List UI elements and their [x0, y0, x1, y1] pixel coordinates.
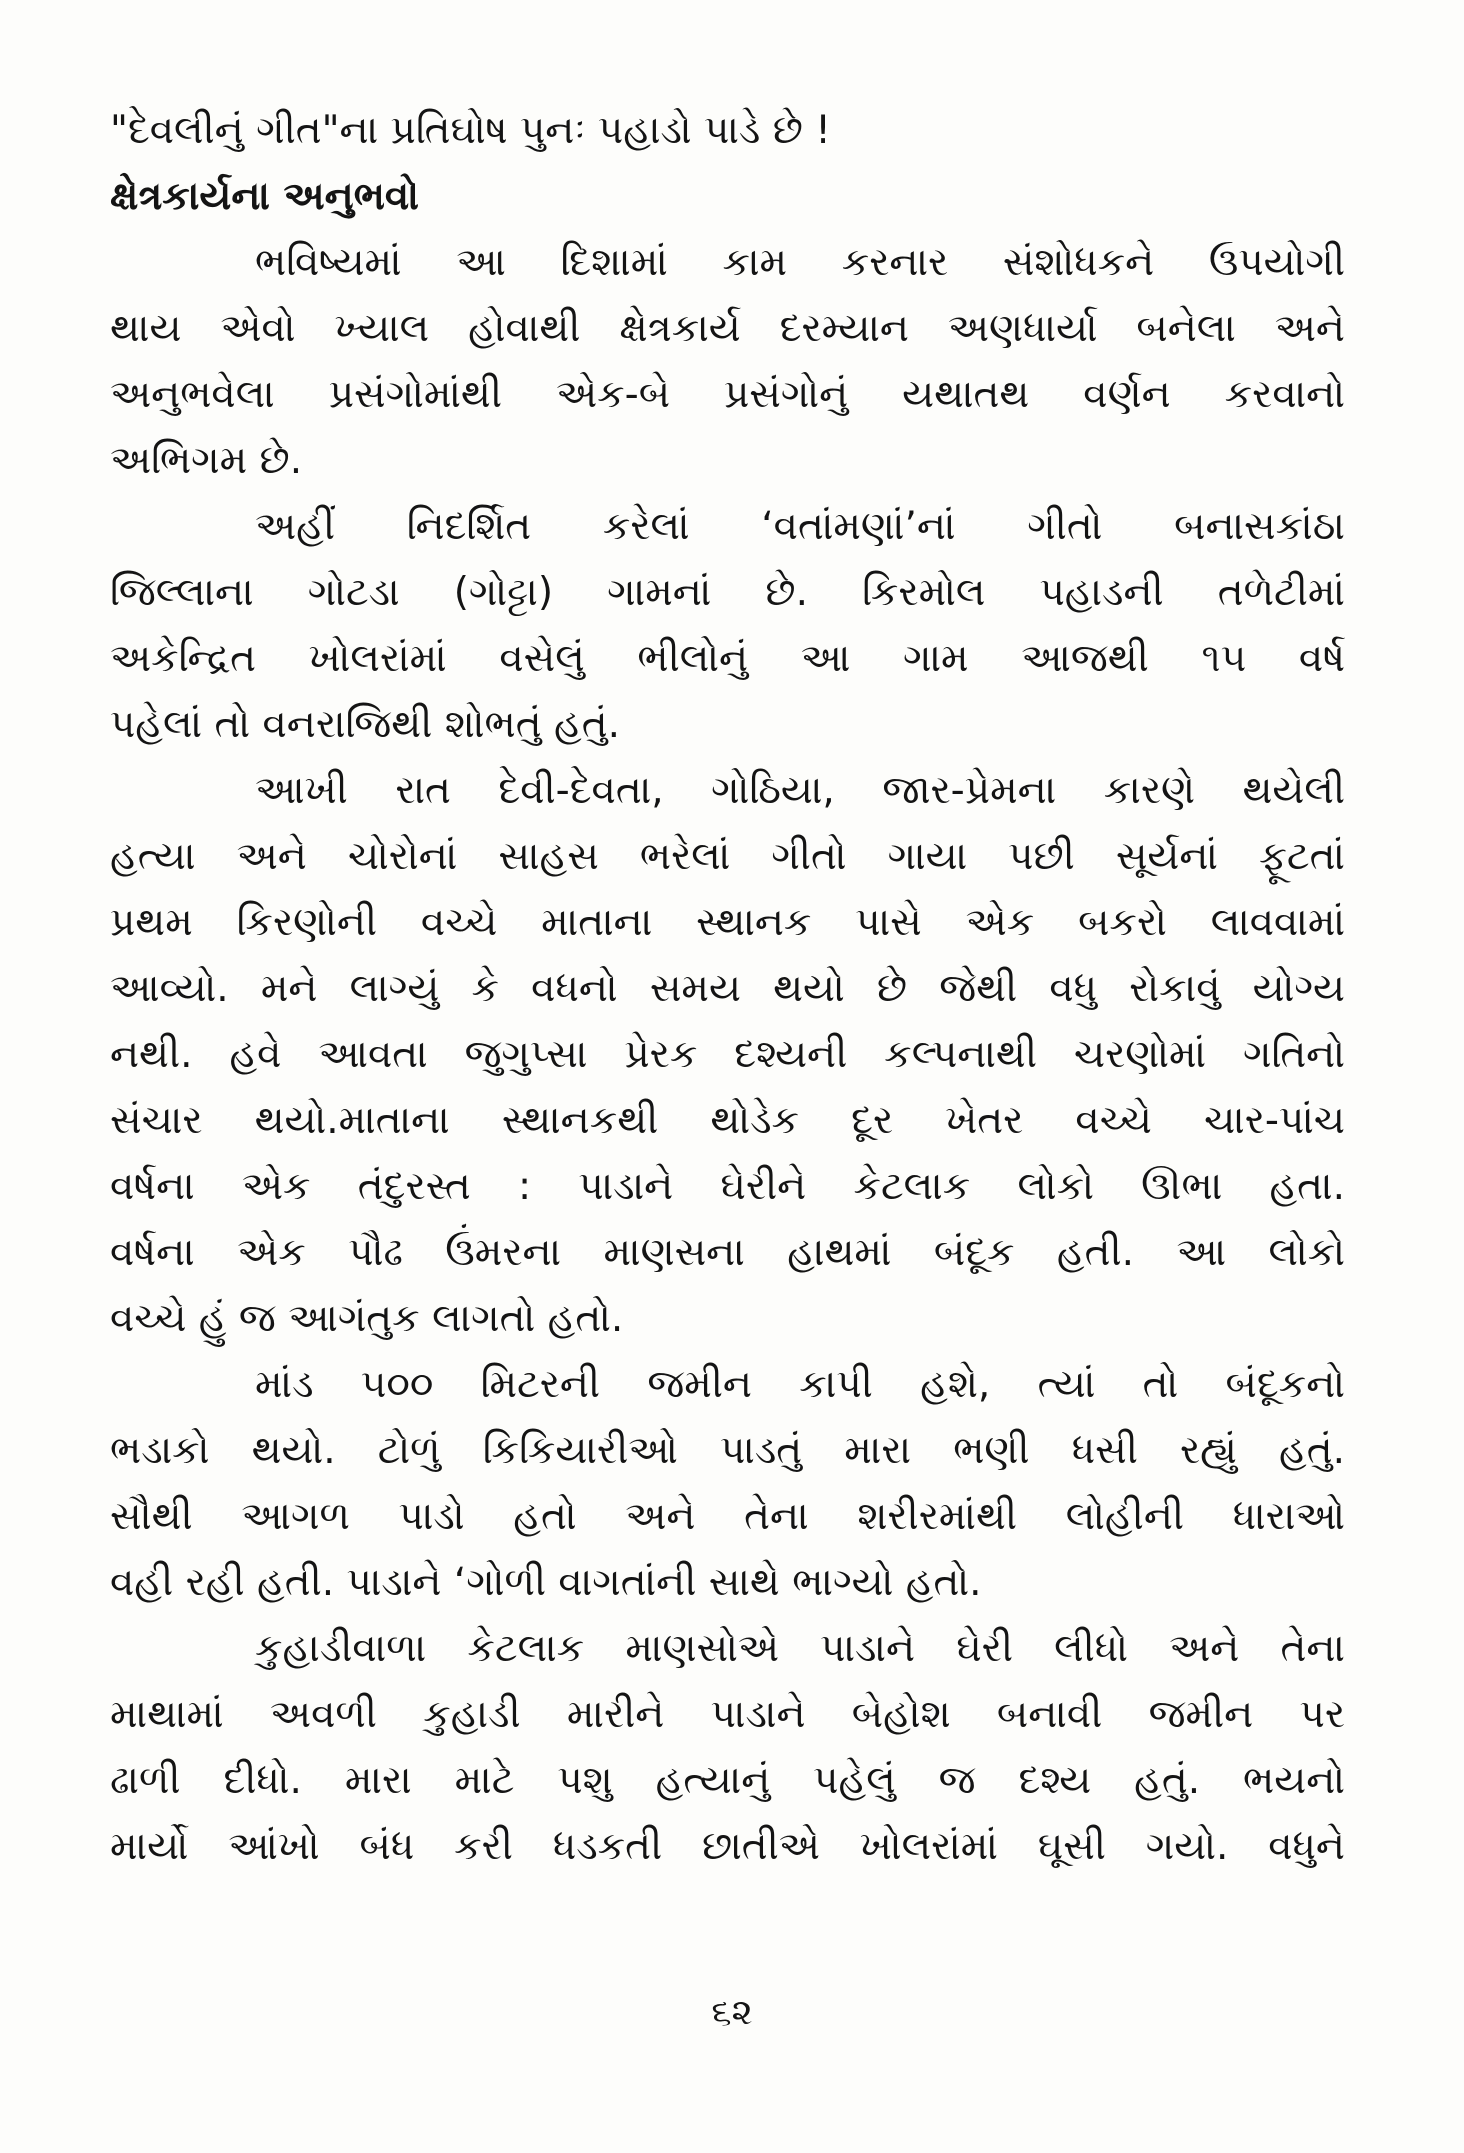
text-line: ઢાળી દીધો. મારા માટે પશુ હત્યાનું પહેલું જ દશ્ય હતું. ભયનો — [110, 1758, 1345, 1803]
text-line: સૌથી આગળ પાડો હતો અને તેના શરીરમાંથી લોહીની ધારાઓ — [110, 1494, 1345, 1539]
page-number: ૬૨ — [711, 1992, 753, 2033]
text-line: અનુભવેલા પ્રસંગોમાંથી એક-બે પ્રસંગોનું યથાતથ વર્ણન કરવાનો — [110, 372, 1345, 417]
paragraph-4 — [110, 1352, 1345, 1616]
text-line: કુહાડીવાળા કેટલાક માણસોએ પાડાને ઘેરી લીધો અને તેના — [255, 1626, 1345, 1671]
paragraph-2 — [110, 494, 1345, 758]
text-line: ભડાકો થયો. ટોળું કિકિયારીઓ પાડતું મારા ભણી ધસી રહ્યું હતું. — [110, 1428, 1345, 1473]
text-line: થાય એવો ખ્યાલ હોવાથી ક્ષેત્રકાર્ય દરમ્યાન અણધાર્યા બનેલા અને — [110, 306, 1345, 351]
text-line: સંચાર થયો.માતાના સ્થાનકથી થોડેક દૂર ખેતર વચ્ચે ચાર-પાંચ — [110, 1098, 1345, 1143]
text-line: અકેન્દ્રિત ખોલરાંમાં વસેલું ભીલોનું આ ગામ આજથી ૧૫ વર્ષ — [110, 636, 1345, 681]
section-heading: ક્ષેત્રકાર્યના અનુભવો — [110, 174, 419, 219]
opening-line: "દેવલીનું ગીત"ના પ્રતિઘોષ પુનઃ પહાડો પાડે છે ! — [110, 108, 831, 153]
text-line: પ્રથમ કિરણોની વચ્ચે માતાના સ્થાનક પાસે એક બકરો લાવવામાં — [110, 900, 1345, 945]
paragraph-5 — [110, 1616, 1345, 1880]
paragraph-3 — [110, 758, 1345, 1352]
text-line: અહીં નિદર્શિત કરેલાં ‘વતાંમણાં’નાં ગીતો બનાસકાંઠા — [255, 504, 1345, 549]
text-line: વર્ષના એક પૌઢ ઉંમરના માણસના હાથમાં બંદૂક હતી. આ લોકો — [110, 1230, 1345, 1275]
text-line: નથી. હવે આવતા જુગુપ્સા પ્રેરક દશ્યની કલ્પનાથી ચરણોમાં ગતિનો — [110, 1032, 1345, 1077]
text-line: પહેલાં તો વનરાજિથી શોભતું હતું. — [110, 702, 620, 747]
text-line: વચ્ચે હું જ આગંતુક લાગતો હતો. — [110, 1296, 624, 1341]
paragraph-1 — [110, 230, 1345, 494]
text-line: હત્યા અને ચોરોનાં સાહસ ભરેલાં ગીતો ગાયા પછી સૂર્યનાં ફૂટતાં — [110, 834, 1345, 879]
text-line: વર્ષના એક તંદુરસ્ત : પાડાને ઘેરીને કેટલાક લોકો ઊભા હતા. — [110, 1164, 1345, 1209]
text-line: આખી રાત દેવી-દેવતા, ગોઠિયા, જાર-પ્રેમના કારણે થયેલી — [255, 768, 1345, 813]
text-line: ભવિષ્યમાં આ દિશામાં કામ કરનાર સંશોધકને ઉપયોગી — [255, 240, 1345, 285]
text-line: માથામાં અવળી કુહાડી મારીને પાડાને બેહોશ બનાવી જમીન પર — [110, 1692, 1345, 1737]
text-line: આવ્યો. મને લાગ્યું કે વધનો સમય થયો છે જેથી વધુ રોકાવું યોગ્ય — [110, 966, 1345, 1011]
text-line: વહી રહી હતી. પાડાને ‘ગોળી વાગતાંની સાથે ભાગ્યો હતો. — [110, 1560, 982, 1605]
page-body — [110, 98, 1345, 1880]
text-line: જિલ્લાના ગોટડા (ગોટ્ટા) ગામનાં છે. કિરમોલ પહાડની તળેટીમાં — [110, 570, 1345, 615]
text-line: માંડ ૫૦૦ મિટરની જમીન કાપી હશે, ત્યાં તો બંદૂકનો — [255, 1362, 1345, 1407]
text-line: માર્યો આંખો બંધ કરી ધડકતી છાતીએ ખોલરાંમાં ઘૂસી ગયો. વધુને — [110, 1824, 1345, 1869]
text-line: અભિગમ છે. — [110, 438, 303, 483]
